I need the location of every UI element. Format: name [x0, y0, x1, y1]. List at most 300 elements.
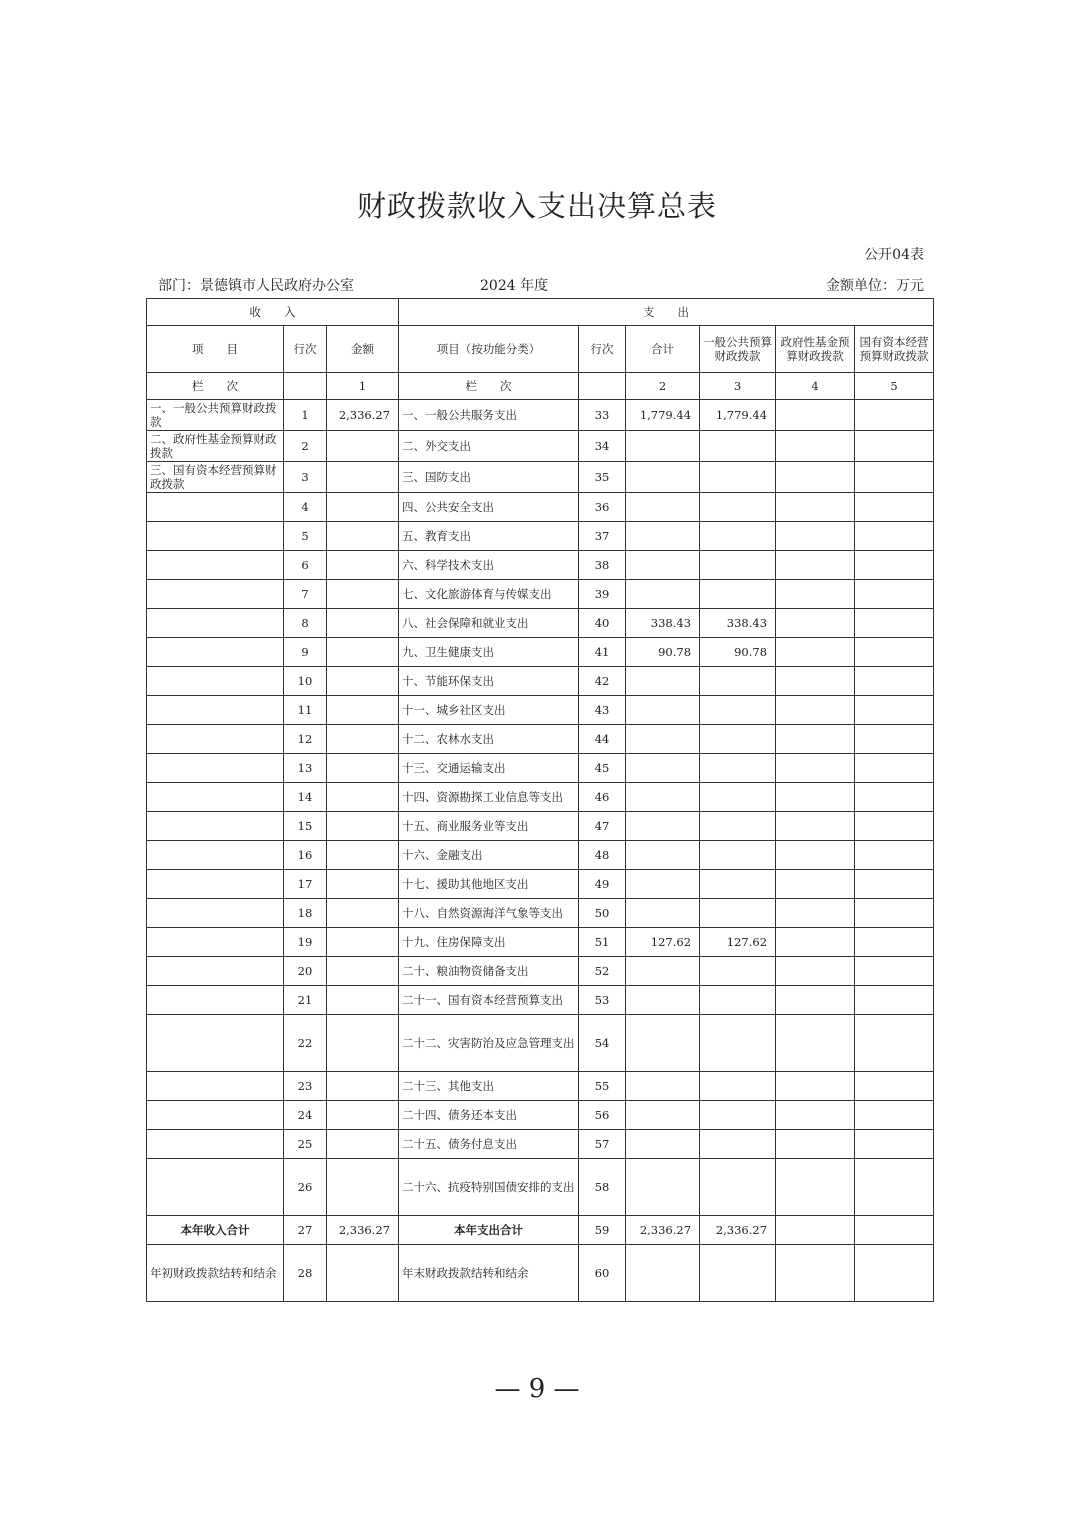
- expense-item: 十二、农林水支出: [399, 725, 579, 754]
- income-item: [147, 493, 284, 522]
- expense-carryover-row-no: 60: [579, 1245, 626, 1302]
- expense-state-capital: [855, 431, 934, 462]
- expense-state-capital: [855, 1130, 934, 1159]
- expense-total-state-capital: [855, 1216, 934, 1245]
- expense-gov-fund: [776, 870, 855, 899]
- income-total-label: 本年收入合计: [147, 1216, 284, 1245]
- expense-total-total: 2,336.27: [626, 1216, 700, 1245]
- expense-total: [626, 812, 700, 841]
- carryover-row: [147, 1245, 934, 1302]
- income-row-no: 16: [284, 841, 327, 870]
- expense-carryover-gov-fund: [776, 1245, 855, 1302]
- expense-general: [700, 493, 776, 522]
- expense-general: 127.62: [700, 928, 776, 957]
- expense-state-capital: [855, 1072, 934, 1101]
- expense-gov-fund: [776, 638, 855, 667]
- expense-state-capital: [855, 609, 934, 638]
- header-row-sections: [147, 299, 934, 326]
- income-total-amount: 2,336.27: [327, 1216, 399, 1245]
- totals-row: [147, 1216, 934, 1245]
- table-row: [147, 754, 934, 783]
- expense-general: [700, 522, 776, 551]
- expense-item: 十九、住房保障支出: [399, 928, 579, 957]
- col-row-no: 行次: [284, 326, 327, 373]
- expense-state-capital: [855, 522, 934, 551]
- expense-state-capital: [855, 986, 934, 1015]
- expense-gov-fund: [776, 754, 855, 783]
- expense-gov-fund: [776, 841, 855, 870]
- table-row: [147, 609, 934, 638]
- income-amount: [327, 462, 399, 493]
- table-row: [147, 986, 934, 1015]
- expense-item: 二十六、抗疫特别国债安排的支出: [399, 1159, 579, 1216]
- income-carryover-label: 年初财政拨款结转和结余: [147, 1245, 284, 1302]
- expense-total: 1,779.44: [626, 400, 700, 431]
- expense-gov-fund: [776, 400, 855, 431]
- expense-state-capital: [855, 638, 934, 667]
- expense-item: 四、公共安全支出: [399, 493, 579, 522]
- income-row-no: 6: [284, 551, 327, 580]
- index-blank: [284, 373, 327, 400]
- income-item: [147, 1159, 284, 1216]
- income-item: [147, 696, 284, 725]
- expense-total: [626, 783, 700, 812]
- col-item: 项 目: [147, 326, 284, 373]
- income-item: [147, 580, 284, 609]
- table-row: [147, 551, 934, 580]
- expense-item: 一、一般公共服务支出: [399, 400, 579, 431]
- expense-item: 二十、粮油物资储备支出: [399, 957, 579, 986]
- income-item: [147, 1015, 284, 1072]
- expense-general: 1,779.44: [700, 400, 776, 431]
- expense-item: 十七、援助其他地区支出: [399, 870, 579, 899]
- income-amount: [327, 957, 399, 986]
- expense-state-capital: [855, 493, 934, 522]
- income-row-no: 17: [284, 870, 327, 899]
- expense-gov-fund: [776, 551, 855, 580]
- expense-state-capital: [855, 841, 934, 870]
- expense-state-capital: [855, 957, 934, 986]
- table-row: [147, 400, 934, 431]
- income-row-no: 23: [284, 1072, 327, 1101]
- expense-state-capital: [855, 400, 934, 431]
- expense-gov-fund: [776, 522, 855, 551]
- expense-item: 二十一、国有资本经营预算支出: [399, 986, 579, 1015]
- expense-total: [626, 870, 700, 899]
- col-gov-fund: 政府性基金预算财政拨款: [776, 326, 855, 373]
- expense-gov-fund: [776, 431, 855, 462]
- income-amount: [327, 783, 399, 812]
- index-4: 4: [776, 373, 855, 400]
- table-row: [147, 899, 934, 928]
- table-row: [147, 462, 934, 493]
- expense-total: [626, 754, 700, 783]
- expense-item: 二十二、灾害防治及应急管理支出: [399, 1015, 579, 1072]
- expense-general: [700, 725, 776, 754]
- expense-item: 二十四、债务还本支出: [399, 1101, 579, 1130]
- expense-row-no: 52: [579, 957, 626, 986]
- expense-state-capital: [855, 667, 934, 696]
- expense-carryover-state-capital: [855, 1245, 934, 1302]
- table-row: [147, 1101, 934, 1130]
- table-row: [147, 667, 934, 696]
- income-amount: [327, 986, 399, 1015]
- income-row-no: 14: [284, 783, 327, 812]
- expense-general: [700, 986, 776, 1015]
- expense-general: [700, 1015, 776, 1072]
- income-item: [147, 522, 284, 551]
- expense-general: [700, 551, 776, 580]
- expense-row-no: 43: [579, 696, 626, 725]
- expense-row-no: 39: [579, 580, 626, 609]
- table-row: [147, 1159, 934, 1216]
- income-amount: [327, 1101, 399, 1130]
- expense-gov-fund: [776, 812, 855, 841]
- income-item: [147, 870, 284, 899]
- income-amount: 2,336.27: [327, 400, 399, 431]
- expense-state-capital: [855, 725, 934, 754]
- expense-general: [700, 667, 776, 696]
- income-amount: [327, 493, 399, 522]
- income-carryover-amount: [327, 1245, 399, 1302]
- expense-state-capital: [855, 870, 934, 899]
- expense-total-gov-fund: [776, 1216, 855, 1245]
- income-amount: [327, 1130, 399, 1159]
- expense-total: 127.62: [626, 928, 700, 957]
- expense-total: [626, 667, 700, 696]
- income-total-row-no: 27: [284, 1216, 327, 1245]
- income-row-no: 22: [284, 1015, 327, 1072]
- expense-state-capital: [855, 812, 934, 841]
- expense-total: [626, 696, 700, 725]
- income-row-no: 21: [284, 986, 327, 1015]
- col-func-item: 项目（按功能分类）: [399, 326, 579, 373]
- expense-item: 六、科学技术支出: [399, 551, 579, 580]
- income-amount: [327, 551, 399, 580]
- table-row: [147, 812, 934, 841]
- expense-item: 十五、商业服务业等支出: [399, 812, 579, 841]
- income-row-no: 1: [284, 400, 327, 431]
- expense-total-general: 2,336.27: [700, 1216, 776, 1245]
- income-row-no: 20: [284, 957, 327, 986]
- expense-state-capital: [855, 1101, 934, 1130]
- table-row: [147, 522, 934, 551]
- expense-item: 八、社会保障和就业支出: [399, 609, 579, 638]
- expense-gov-fund: [776, 493, 855, 522]
- table-row: [147, 580, 934, 609]
- income-row-no: 11: [284, 696, 327, 725]
- expense-row-no: 37: [579, 522, 626, 551]
- expense-state-capital: [855, 551, 934, 580]
- income-row-no: 5: [284, 522, 327, 551]
- expense-total: [626, 986, 700, 1015]
- income-amount: [327, 754, 399, 783]
- expense-item: 七、文化旅游体育与传媒支出: [399, 580, 579, 609]
- expense-item: 十一、城乡社区支出: [399, 696, 579, 725]
- expense-state-capital: [855, 462, 934, 493]
- index-1: 1: [327, 373, 399, 400]
- expense-gov-fund: [776, 899, 855, 928]
- income-amount: [327, 580, 399, 609]
- expense-gov-fund: [776, 1072, 855, 1101]
- expense-state-capital: [855, 1159, 934, 1216]
- header-row-columns: [147, 326, 934, 373]
- expense-general: [700, 783, 776, 812]
- expense-general: [700, 1159, 776, 1216]
- expense-state-capital: [855, 899, 934, 928]
- expense-item: 九、卫生健康支出: [399, 638, 579, 667]
- income-amount: [327, 696, 399, 725]
- expense-general: [700, 870, 776, 899]
- expense-total: [626, 841, 700, 870]
- income-item: [147, 725, 284, 754]
- expense-total: 90.78: [626, 638, 700, 667]
- expense-total: [626, 1159, 700, 1216]
- income-item: [147, 783, 284, 812]
- income-item: [147, 1101, 284, 1130]
- expense-total: [626, 899, 700, 928]
- income-item: [147, 957, 284, 986]
- income-row-no: 13: [284, 754, 327, 783]
- col-label: 栏 次: [147, 373, 284, 400]
- income-amount: [327, 609, 399, 638]
- expense-state-capital: [855, 696, 934, 725]
- income-row-no: 19: [284, 928, 327, 957]
- expense-row-no: 40: [579, 609, 626, 638]
- income-item: [147, 986, 284, 1015]
- income-item: [147, 638, 284, 667]
- expense-total: [626, 551, 700, 580]
- income-item: [147, 551, 284, 580]
- expense-item: 二、外交支出: [399, 431, 579, 462]
- expense-total: [626, 493, 700, 522]
- expense-row-no: 35: [579, 462, 626, 493]
- col-amount: 金额: [327, 326, 399, 373]
- expense-general: [700, 957, 776, 986]
- expense-total: [626, 522, 700, 551]
- expense-total: 338.43: [626, 609, 700, 638]
- income-item: 二、政府性基金预算财政拨款: [147, 431, 284, 462]
- expense-general: [700, 696, 776, 725]
- income-row-no: 9: [284, 638, 327, 667]
- expense-row-no: 47: [579, 812, 626, 841]
- expense-row-no: 51: [579, 928, 626, 957]
- table-row: [147, 638, 934, 667]
- col-row-no-2: 行次: [579, 326, 626, 373]
- expense-gov-fund: [776, 667, 855, 696]
- expense-row-no: 46: [579, 783, 626, 812]
- income-item: [147, 1130, 284, 1159]
- expense-state-capital: [855, 1015, 934, 1072]
- expense-total: [626, 1072, 700, 1101]
- expense-total-label: 本年支出合计: [399, 1216, 579, 1245]
- expense-item: 十八、自然资源海洋气象等支出: [399, 899, 579, 928]
- col-label-2: 栏 次: [399, 373, 579, 400]
- expense-gov-fund: [776, 696, 855, 725]
- income-amount: [327, 725, 399, 754]
- col-general: 一般公共预算财政拨款: [700, 326, 776, 373]
- expense-row-no: 50: [579, 899, 626, 928]
- expense-state-capital: [855, 754, 934, 783]
- index-5: 5: [855, 373, 934, 400]
- budget-table: [146, 298, 934, 1302]
- expense-carryover-general: [700, 1245, 776, 1302]
- header-row-index: [147, 373, 934, 400]
- expense-total: [626, 1015, 700, 1072]
- income-item: [147, 609, 284, 638]
- expense-item: 三、国防支出: [399, 462, 579, 493]
- income-item: [147, 754, 284, 783]
- index-3: 3: [700, 373, 776, 400]
- table-row: [147, 957, 934, 986]
- expense-item: 五、教育支出: [399, 522, 579, 551]
- income-item: [147, 899, 284, 928]
- expense-general: 90.78: [700, 638, 776, 667]
- table-row: [147, 1130, 934, 1159]
- income-row-no: 25: [284, 1130, 327, 1159]
- expense-row-no: 55: [579, 1072, 626, 1101]
- expense-row-no: 38: [579, 551, 626, 580]
- expense-row-no: 49: [579, 870, 626, 899]
- expense-item: 十四、资源勘探工业信息等支出: [399, 783, 579, 812]
- income-amount: [327, 1072, 399, 1101]
- expense-row-no: 33: [579, 400, 626, 431]
- expense-row-no: 56: [579, 1101, 626, 1130]
- expense-total: [626, 1101, 700, 1130]
- table-row: [147, 493, 934, 522]
- table-row: [147, 928, 934, 957]
- income-row-no: 26: [284, 1159, 327, 1216]
- expense-state-capital: [855, 928, 934, 957]
- expense-row-no: 41: [579, 638, 626, 667]
- income-item: [147, 1072, 284, 1101]
- index-blank-2: [579, 373, 626, 400]
- expense-general: [700, 462, 776, 493]
- expense-gov-fund: [776, 462, 855, 493]
- income-row-no: 4: [284, 493, 327, 522]
- expense-general: [700, 431, 776, 462]
- expense-row-no: 53: [579, 986, 626, 1015]
- expense-total: [626, 1130, 700, 1159]
- income-amount: [327, 812, 399, 841]
- table-row: [147, 431, 934, 462]
- page-number: — 9 —: [494, 1374, 580, 1404]
- expense-row-no: 44: [579, 725, 626, 754]
- expense-state-capital: [855, 580, 934, 609]
- expense-row-no: 58: [579, 1159, 626, 1216]
- income-amount: [327, 899, 399, 928]
- income-amount: [327, 1159, 399, 1216]
- income-row-no: 7: [284, 580, 327, 609]
- expense-state-capital: [855, 783, 934, 812]
- expense-item: 十三、交通运输支出: [399, 754, 579, 783]
- income-item: 一、一般公共预算财政拨款: [147, 400, 284, 431]
- expense-item: 二十五、债务付息支出: [399, 1130, 579, 1159]
- table-row: [147, 725, 934, 754]
- income-amount: [327, 928, 399, 957]
- expense-total-row-no: 59: [579, 1216, 626, 1245]
- expense-total: [626, 580, 700, 609]
- expense-general: [700, 1130, 776, 1159]
- expense-total: [626, 725, 700, 754]
- income-item: [147, 667, 284, 696]
- expense-item: 十六、金融支出: [399, 841, 579, 870]
- income-amount: [327, 1015, 399, 1072]
- income-header: 收 入: [147, 299, 399, 326]
- table-row: [147, 870, 934, 899]
- table-row: [147, 783, 934, 812]
- expense-item: 十、节能环保支出: [399, 667, 579, 696]
- expense-carryover-label: 年末财政拨款结转和结余: [399, 1245, 579, 1302]
- expense-gov-fund: [776, 1015, 855, 1072]
- expense-general: [700, 1101, 776, 1130]
- fiscal-year: 2024 年度: [480, 278, 549, 294]
- expense-gov-fund: [776, 1159, 855, 1216]
- expense-row-no: 36: [579, 493, 626, 522]
- expense-gov-fund: [776, 986, 855, 1015]
- income-item: [147, 841, 284, 870]
- amount-unit: 金额单位：万元: [826, 278, 924, 294]
- income-amount: [327, 431, 399, 462]
- income-row-no: 2: [284, 431, 327, 462]
- expense-total: [626, 957, 700, 986]
- income-item: [147, 812, 284, 841]
- expense-row-no: 34: [579, 431, 626, 462]
- expense-header: 支 出: [399, 299, 934, 326]
- expense-row-no: 45: [579, 754, 626, 783]
- form-number: 公开04表: [864, 247, 924, 263]
- income-row-no: 18: [284, 899, 327, 928]
- expense-carryover-total: [626, 1245, 700, 1302]
- expense-gov-fund: [776, 1101, 855, 1130]
- expense-total: [626, 431, 700, 462]
- table-row: [147, 1015, 934, 1072]
- income-row-no: 3: [284, 462, 327, 493]
- income-row-no: 15: [284, 812, 327, 841]
- income-amount: [327, 522, 399, 551]
- expense-gov-fund: [776, 928, 855, 957]
- income-carryover-row-no: 28: [284, 1245, 327, 1302]
- expense-general: 338.43: [700, 609, 776, 638]
- income-amount: [327, 841, 399, 870]
- income-row-no: 24: [284, 1101, 327, 1130]
- expense-general: [700, 754, 776, 783]
- income-amount: [327, 638, 399, 667]
- expense-row-no: 57: [579, 1130, 626, 1159]
- index-2: 2: [626, 373, 700, 400]
- income-amount: [327, 870, 399, 899]
- table-row: [147, 1072, 934, 1101]
- income-row-no: 12: [284, 725, 327, 754]
- expense-gov-fund: [776, 725, 855, 754]
- col-total: 合计: [626, 326, 700, 373]
- table-row: [147, 841, 934, 870]
- income-item: [147, 928, 284, 957]
- expense-general: [700, 899, 776, 928]
- table-row: [147, 696, 934, 725]
- col-state-capital: 国有资本经营预算财政拨款: [855, 326, 934, 373]
- expense-gov-fund: [776, 783, 855, 812]
- expense-gov-fund: [776, 957, 855, 986]
- expense-item: 二十三、其他支出: [399, 1072, 579, 1101]
- expense-general: [700, 812, 776, 841]
- expense-gov-fund: [776, 609, 855, 638]
- page-title: 财政拨款收入支出决算总表: [356, 189, 717, 223]
- expense-general: [700, 841, 776, 870]
- expense-row-no: 48: [579, 841, 626, 870]
- income-row-no: 8: [284, 609, 327, 638]
- expense-gov-fund: [776, 580, 855, 609]
